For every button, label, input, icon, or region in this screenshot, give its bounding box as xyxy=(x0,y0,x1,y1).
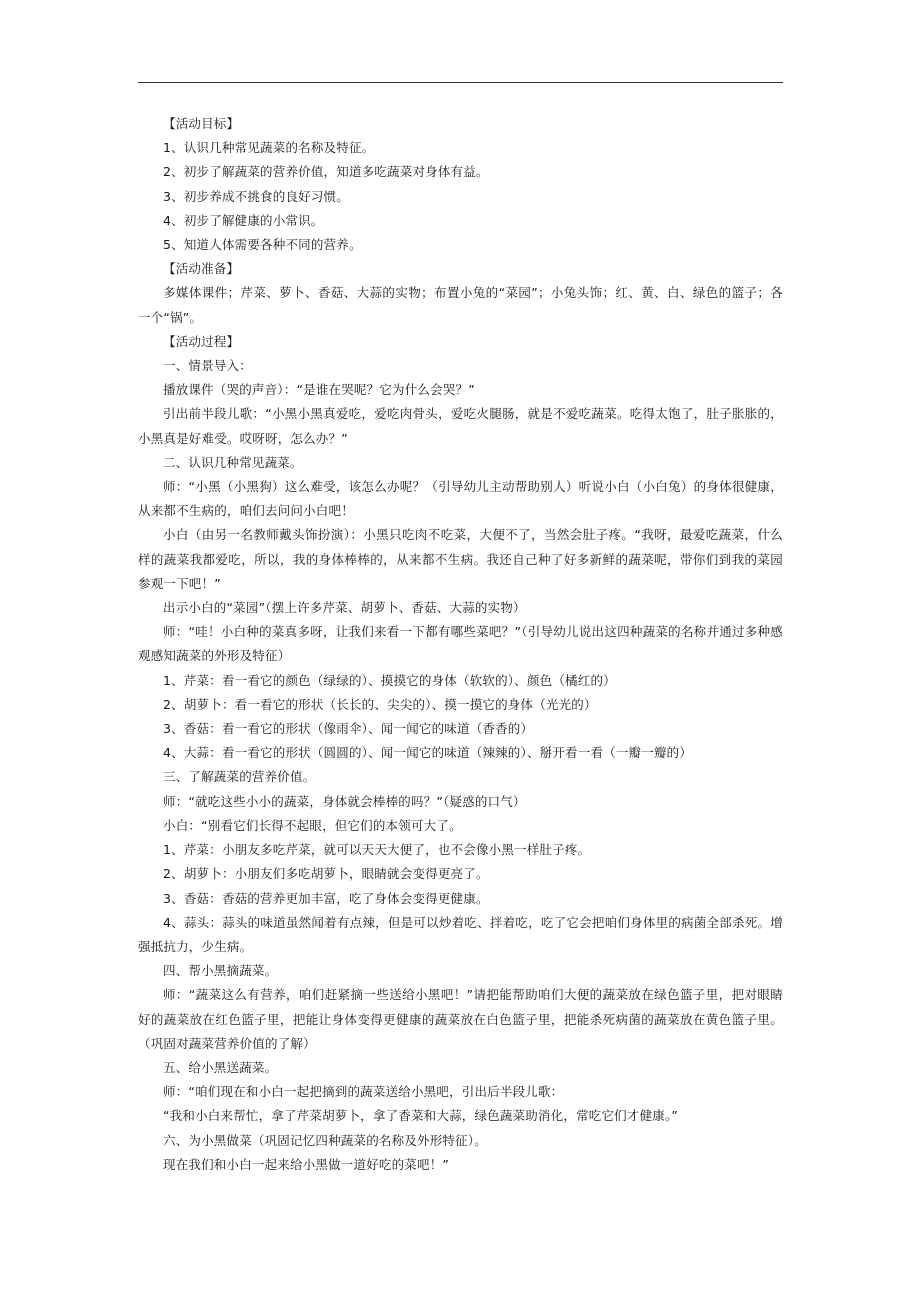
paragraph: 5、知道人体需要各种不同的营养。 xyxy=(163,237,362,253)
section-heading: 【活动过程】 xyxy=(163,333,240,349)
paragraph: 3、初步养成不挑食的良好习惯。 xyxy=(163,188,349,204)
paragraph: 五、给小黑送蔬菜。 xyxy=(163,1059,278,1075)
paragraph: 2、初步了解蔬菜的营养价值，知道多吃蔬菜对身体有益。 xyxy=(163,164,489,180)
paragraph: 小白：“别看它们长得不起眼，但它们的本领可大了。 xyxy=(163,817,462,833)
paragraph: 出示小白的“菜园”（摆上许多芹菜、胡萝卜、香菇、大蒜的实物） xyxy=(163,600,526,616)
paragraph: 1、芹菜：小朋友多吃芹菜，就可以天天大便了，也不会像小黑一样肚子疼。 xyxy=(163,842,591,858)
paragraph: 三、了解蔬菜的营养价值。 xyxy=(163,769,316,785)
paragraph: 3、香菇：香菇的营养更加丰富，吃了身体会变得更健康。 xyxy=(163,890,489,906)
paragraph: 4、初步了解健康的小常识。 xyxy=(163,212,324,228)
section-heading: 【活动目标】 xyxy=(163,116,240,131)
paragraph: 1、认识几种常见蔬菜的名称及特征。 xyxy=(163,140,375,156)
paragraph: 师：“哇！小白种的菜真多呀，让我们来看一下都有哪些菜吧？”（引导幼儿说出这四种蔬菜的名称并通过多种感观感知蔬菜的外形及特征） xyxy=(138,624,783,664)
paragraph: 2、胡萝卜：小朋友们多吃胡萝卜，眼睛就会变得更亮了。 xyxy=(163,866,489,882)
paragraph: 4、大蒜：看一看它的形状（圆圆的）、闻一闻它的味道（辣辣的）、掰开看一看（一瓣一瓣的） xyxy=(163,745,693,761)
paragraph: 4、蒜头：蒜头的味道虽然闻着有点辣，但是可以炒着吃、拌着吃，吃了它会把咱们身体里的病菌全部杀死。增强抵抗力，少生病。 xyxy=(138,914,783,954)
paragraph: 一、情景导入： xyxy=(163,358,252,374)
paragraph: 引出前半段儿歌：“小黑小黑真爱吃，爱吃肉骨头，爱吃火腿肠，就是不爱吃蔬菜。吃得太饱了，肚子胀胀的，小黑真是好难受。哎呀呀，怎么办？” xyxy=(138,406,783,446)
paragraph: 1、芹菜：看一看它的颜色（绿绿的）、摸摸它的身体（软软的）、颜色（橘红的） xyxy=(163,672,616,688)
paragraph: 师：“蔬菜这么有营养，咱们赶紧摘一些送给小黑吧！”请把能帮助咱们大便的蔬菜放在绿色篮子里，把对眼睛好的蔬菜放在红色篮子里，把能让身体变得更健康的蔬菜放在白色篮子里，把能杀死病菌的蔬菜放在黄色篮子里。（巩固对蔬菜营养价值的了解） xyxy=(138,987,783,1051)
paragraph: 2、胡萝卜：看一看它的形状（长长的、尖尖的）、摸一摸它的身体（光光的） xyxy=(163,696,597,712)
document-body xyxy=(138,112,783,1177)
paragraph: 四、帮小黑摘蔬菜。 xyxy=(163,963,278,979)
paragraph: 3、香菇：看一看它的形状（像雨伞）、闻一闻它的味道（香香的） xyxy=(163,721,534,737)
paragraph: 六、为小黑做菜（巩固记忆四种蔬菜的名称及外形特征）。 xyxy=(163,1132,487,1148)
header-rule xyxy=(138,82,783,83)
paragraph: 二、认识几种常见蔬菜。 xyxy=(163,454,303,470)
paragraph: 小白（由另一名教师戴头饰扮演）：小黑只吃肉不吃菜，大便不了，当然会肚子疼。“我呀，最爱吃蔬菜，什么样的蔬菜我都爱吃，所以，我的身体棒棒的，从来都不生病。我还自己种了好多新鲜的蔬菜呢，带你们到我的菜园参观一下吧！” xyxy=(138,527,783,591)
paragraph: 师：“就吃这些小小的蔬菜，身体就会棒棒的吗？”（疑惑的口气） xyxy=(163,793,526,809)
section-heading: 【活动准备】 xyxy=(163,261,240,277)
paragraph: “我和小白来帮忙，拿了芹菜胡萝卜，拿了香菜和大蒜，绿色蔬菜助消化，常吃它们才健康。” xyxy=(163,1108,679,1124)
paragraph: 师：“小黑（小黑狗）这么难受，该怎么办呢？（引导幼儿主动帮助别人）听说小白（小白兔）的身体很健康，从来都不生病的，咱们去问问小白吧！ xyxy=(138,479,783,519)
paragraph: 播放课件（哭的声音）：“是谁在哭呢？它为什么会哭？” xyxy=(163,382,475,398)
paragraph: 多媒体课件；芹菜、萝卜、香菇、大蒜的实物；布置小兔的“菜园”；小兔头饰；红、黄、白、绿色的篮子；各一个“锅”。 xyxy=(138,285,783,325)
paragraph: 现在我们和小白一起来给小黑做一道好吃的菜吧！” xyxy=(163,1156,450,1172)
paragraph: 师：“咱们现在和小白一起把摘到的蔬菜送给小黑吧，引出后半段儿歌： xyxy=(163,1084,564,1100)
